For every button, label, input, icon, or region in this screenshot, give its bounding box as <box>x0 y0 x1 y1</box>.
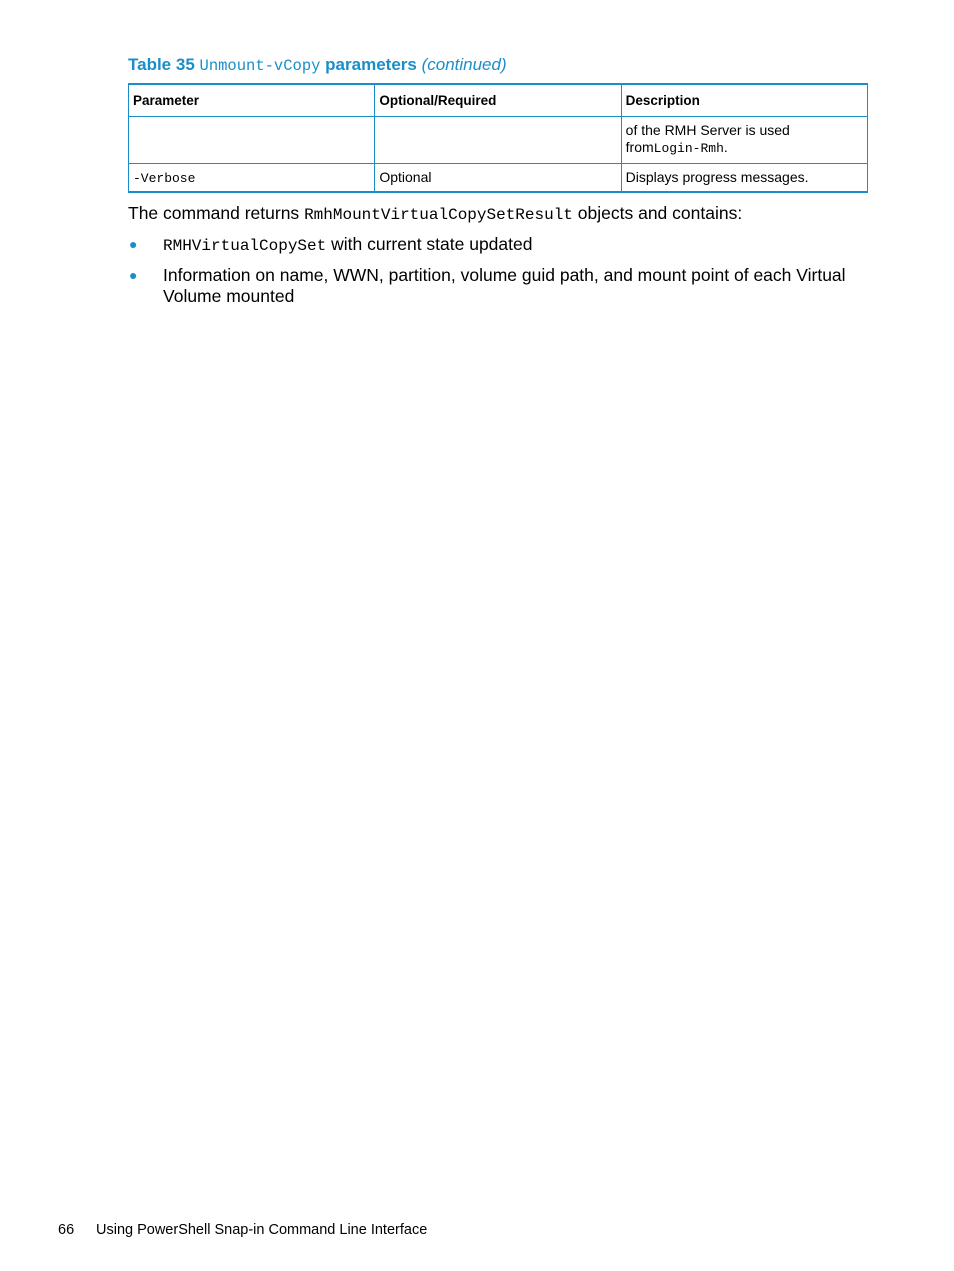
table-caption <box>128 55 507 75</box>
cell-description: Displays progress messages. <box>621 164 867 193</box>
intro-paragraph <box>128 203 742 224</box>
cell-description-end: . <box>723 139 728 155</box>
list-item <box>128 265 868 307</box>
intro-code: RmhMountVirtualCopySetResult <box>304 206 573 224</box>
bullet-icon: ● <box>129 236 138 252</box>
header-description: Description <box>621 84 867 117</box>
table-row <box>129 164 868 193</box>
cell-parameter-code: -Verbose <box>133 171 196 186</box>
header-optional-required: Optional/Required <box>375 84 621 117</box>
page-number: 66 <box>58 1222 75 1238</box>
page-footer <box>58 1222 427 1238</box>
list-item-text: Information on name, WWN, partition, volume guid path, and mount point of each Virtual Volume mounted <box>163 265 846 306</box>
cell-required: Optional <box>375 164 621 193</box>
table-caption-word: parameters <box>325 55 417 74</box>
table-caption-command: Unmount-vCopy <box>199 57 321 75</box>
list-item-text: with current state updated <box>331 234 533 254</box>
list-item-code: RMHVirtualCopySet <box>163 237 327 255</box>
table-caption-continued: (continued) <box>421 55 507 74</box>
bullet-icon: ● <box>129 267 138 283</box>
intro-after: objects and contains: <box>577 203 743 223</box>
result-list <box>128 234 868 315</box>
cell-parameter <box>129 117 375 164</box>
table-caption-label: Table 35 <box>128 55 195 74</box>
cell-description-code: Login-Rmh <box>653 141 724 156</box>
table-header-row <box>129 84 868 117</box>
cell-parameter <box>129 164 375 193</box>
parameters-table <box>128 83 868 193</box>
list-item <box>128 234 868 257</box>
intro-before: The command returns <box>128 203 300 223</box>
footer-title: Using PowerShell Snap-in Command Line Interface <box>96 1222 428 1238</box>
header-parameter: Parameter <box>129 84 375 117</box>
cell-required <box>375 117 621 164</box>
cell-description <box>621 117 867 164</box>
cell-description-text: of the RMH Server is used from <box>625 122 790 155</box>
table-row <box>129 117 868 164</box>
